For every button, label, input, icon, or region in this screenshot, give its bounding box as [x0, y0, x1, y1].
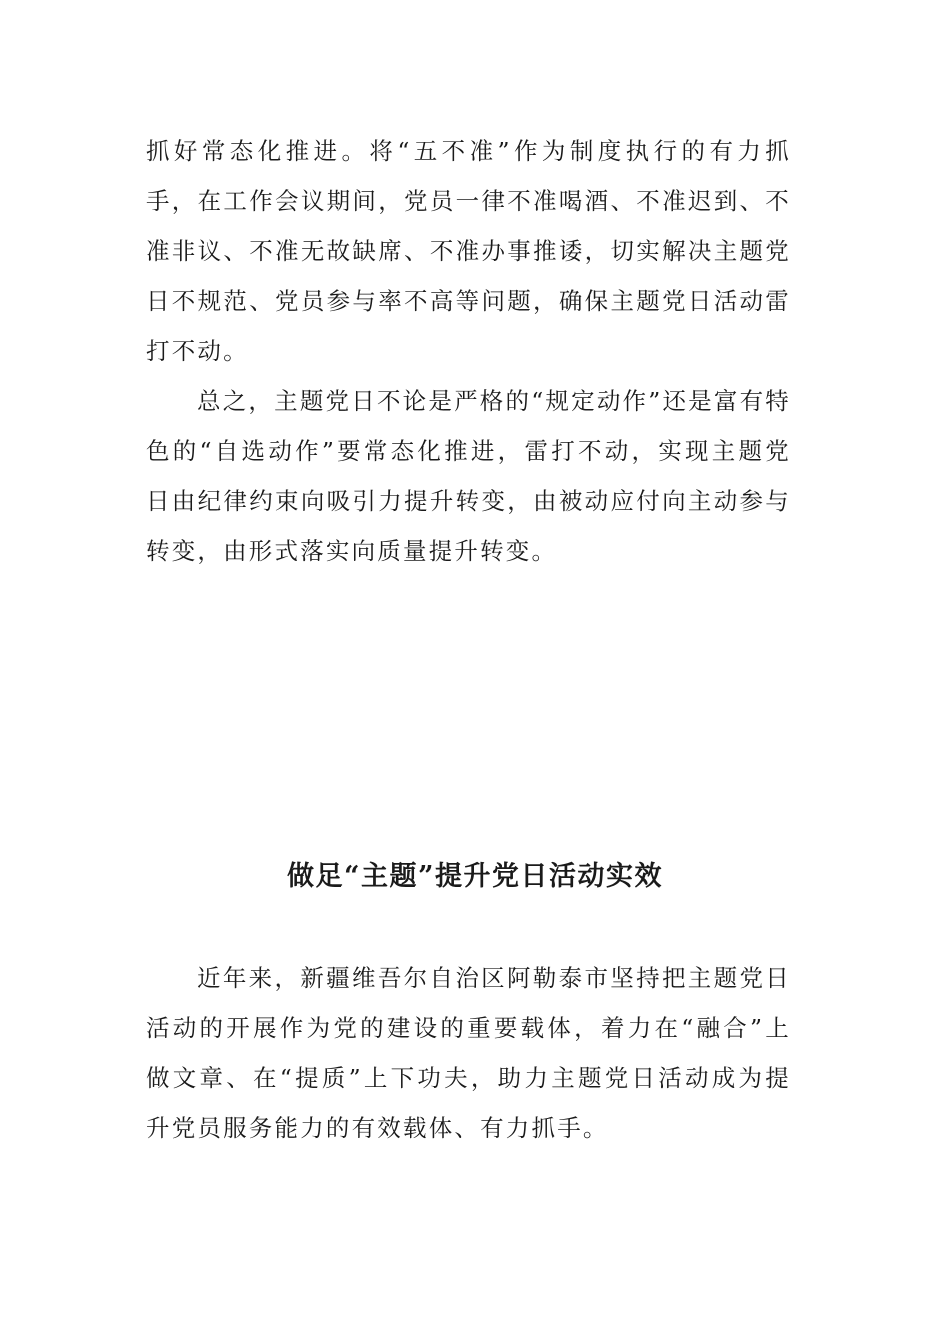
body-paragraph-intro: 近年来，新疆维吾尔自治区阿勒泰市坚持把主题党日活动的开展作为党的建设的重要载体，着力在“融合”上做文章、在“提质”上下功夫，助力主题党日活动成为提升党员服务能力的有效载体、有力抓手。	[146, 964, 791, 1142]
body-paragraph-conclusion: 总之，主题党日不论是严格的“规定动作”还是富有特色的“自选动作”要常态化推进，雷打不动，实现主题党日由纪律约束向吸引力提升转变，由被动应付向主动参与转变，由形式落实向质量提升转变。	[146, 387, 791, 565]
article-title: 做足“主题”提升党日活动实效	[286, 861, 664, 892]
body-paragraph-continued: 抓好常态化推进。将“五不准”作为制度执行的有力抓手，在工作会议期间，党员一律不准喝酒、不准迟到、不准非议、不准无故缺席、不准办事推诿，切实解决主题党日不规范、党员参与率不高等问题，确保主题党日活动雷打不动。	[146, 137, 791, 365]
